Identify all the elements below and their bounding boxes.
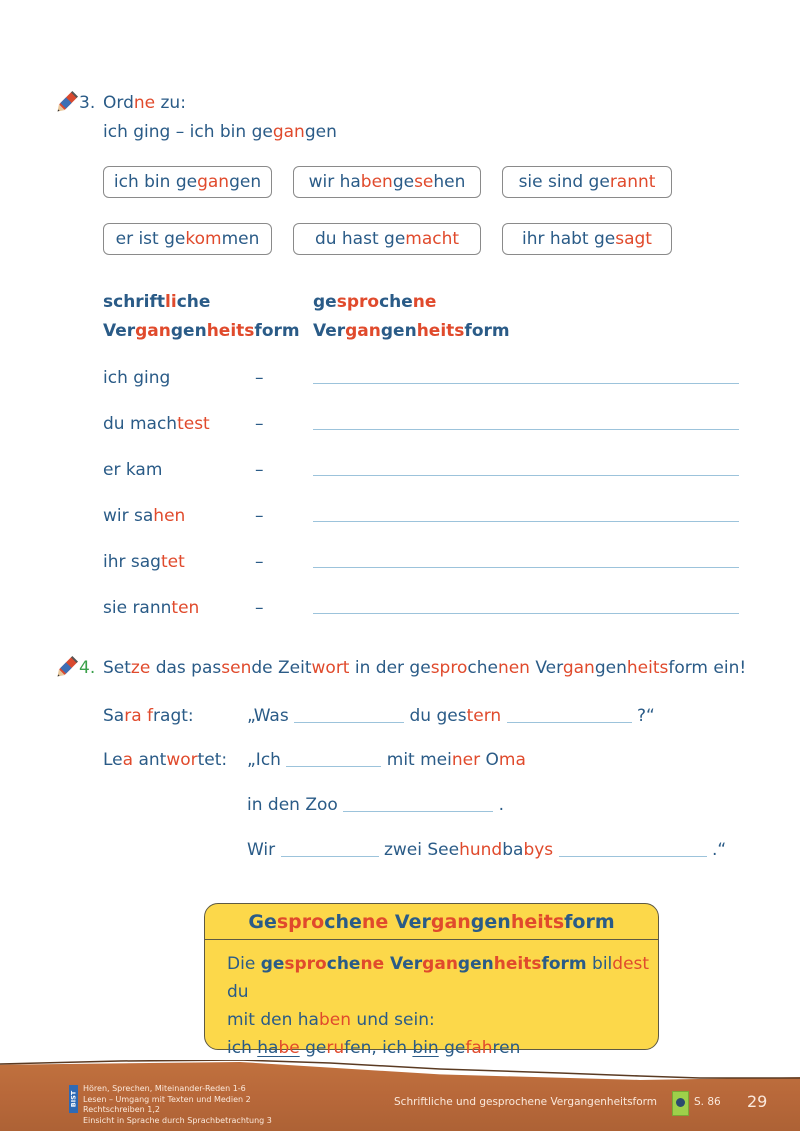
past-tense-written: ich ging xyxy=(103,368,171,388)
sentence-line-2: „Ich mit meiner Oma xyxy=(247,750,526,770)
word-card[interactable]: ich bin ge gan gen xyxy=(103,166,272,198)
footer-standards: Hören, Sprechen, Miteinander-Reden 1-6 Lesen – Umgang mit Texten und Medien 2 Rechtschreiben 1,2 Einsicht in Sprache durch Sprachbetrachtung 3 xyxy=(83,1084,272,1125)
speaker-sara: Sara fragt: xyxy=(103,706,194,726)
exercise-4-instruction: Setze das passende Zeitwort in der gesprochenen Vergangenheitsform ein! xyxy=(103,658,747,678)
page-number: 29 xyxy=(747,1092,768,1111)
answer-blank[interactable] xyxy=(294,708,404,723)
workbook-icon xyxy=(672,1091,689,1116)
past-tense-written: sie rannten xyxy=(103,598,200,618)
dash: – xyxy=(255,598,264,618)
answer-blank[interactable] xyxy=(507,708,632,723)
dash: – xyxy=(255,414,264,434)
answer-line[interactable] xyxy=(313,383,739,384)
answer-blank[interactable] xyxy=(281,842,379,857)
answer-blank[interactable] xyxy=(559,842,707,857)
past-tense-written: wir sahen xyxy=(103,506,186,526)
workbook-page-reference: S. 86 xyxy=(694,1096,721,1108)
answer-line[interactable] xyxy=(313,475,739,476)
sentence-line-4: Wir zwei Seehundbabys .“ xyxy=(247,840,727,860)
speaker-lea: Lea antwortet: xyxy=(103,750,228,770)
past-tense-written: du machtest xyxy=(103,414,210,434)
answer-blank[interactable] xyxy=(343,797,493,812)
header-spoken-2: Vergangenheitsform xyxy=(313,321,510,341)
pencil-icon xyxy=(53,90,79,116)
word-card[interactable]: wir ha ben ge se hen xyxy=(293,166,481,198)
header-written-1: schriftliche xyxy=(103,292,211,312)
header-spoken-1: gesprochene xyxy=(313,292,437,312)
exercise-3-number: 3. xyxy=(79,93,96,113)
dash: – xyxy=(255,506,264,526)
answer-blank[interactable] xyxy=(286,752,381,767)
dash: – xyxy=(255,460,264,480)
infobox-title: Gesprochene Vergangenheitsform xyxy=(205,904,658,940)
dash: – xyxy=(255,552,264,572)
dash: – xyxy=(255,368,264,388)
answer-line[interactable] xyxy=(313,429,739,430)
header-written-2: Vergangenheitsform xyxy=(103,321,300,341)
exercise-3-example: ich ging – ich bin gegangen xyxy=(103,122,337,142)
footer-topic: Schriftliche und gesprochene Vergangenheitsform xyxy=(394,1096,658,1108)
rule-infobox xyxy=(204,903,659,1058)
word-card[interactable]: ihr habt ge sagt xyxy=(502,223,672,255)
past-tense-written: ihr sagtet xyxy=(103,552,185,572)
pencil-icon xyxy=(53,655,79,681)
answer-line[interactable] xyxy=(313,567,739,568)
sentence-line-1: „Was du gestern ?“ xyxy=(247,706,655,726)
answer-line[interactable] xyxy=(313,613,739,614)
word-card[interactable]: er ist ge kom men xyxy=(103,223,272,255)
infobox-body: Die gesprochene Vergangenheitsform bildest du mit den haben und sein: ich habe gerufen, ich bin gefahren xyxy=(227,954,650,1058)
exercise-4-number: 4. xyxy=(79,658,96,678)
bist-badge: BIST xyxy=(69,1085,78,1113)
word-card[interactable]: sie sind ge rannt xyxy=(502,166,672,198)
past-tense-written: er kam xyxy=(103,460,163,480)
sentence-line-3: in den Zoo . xyxy=(247,795,504,815)
word-card[interactable]: du hast ge macht xyxy=(293,223,481,255)
answer-line[interactable] xyxy=(313,521,739,522)
exercise-3-instruction: Ordne zu: xyxy=(103,93,186,113)
